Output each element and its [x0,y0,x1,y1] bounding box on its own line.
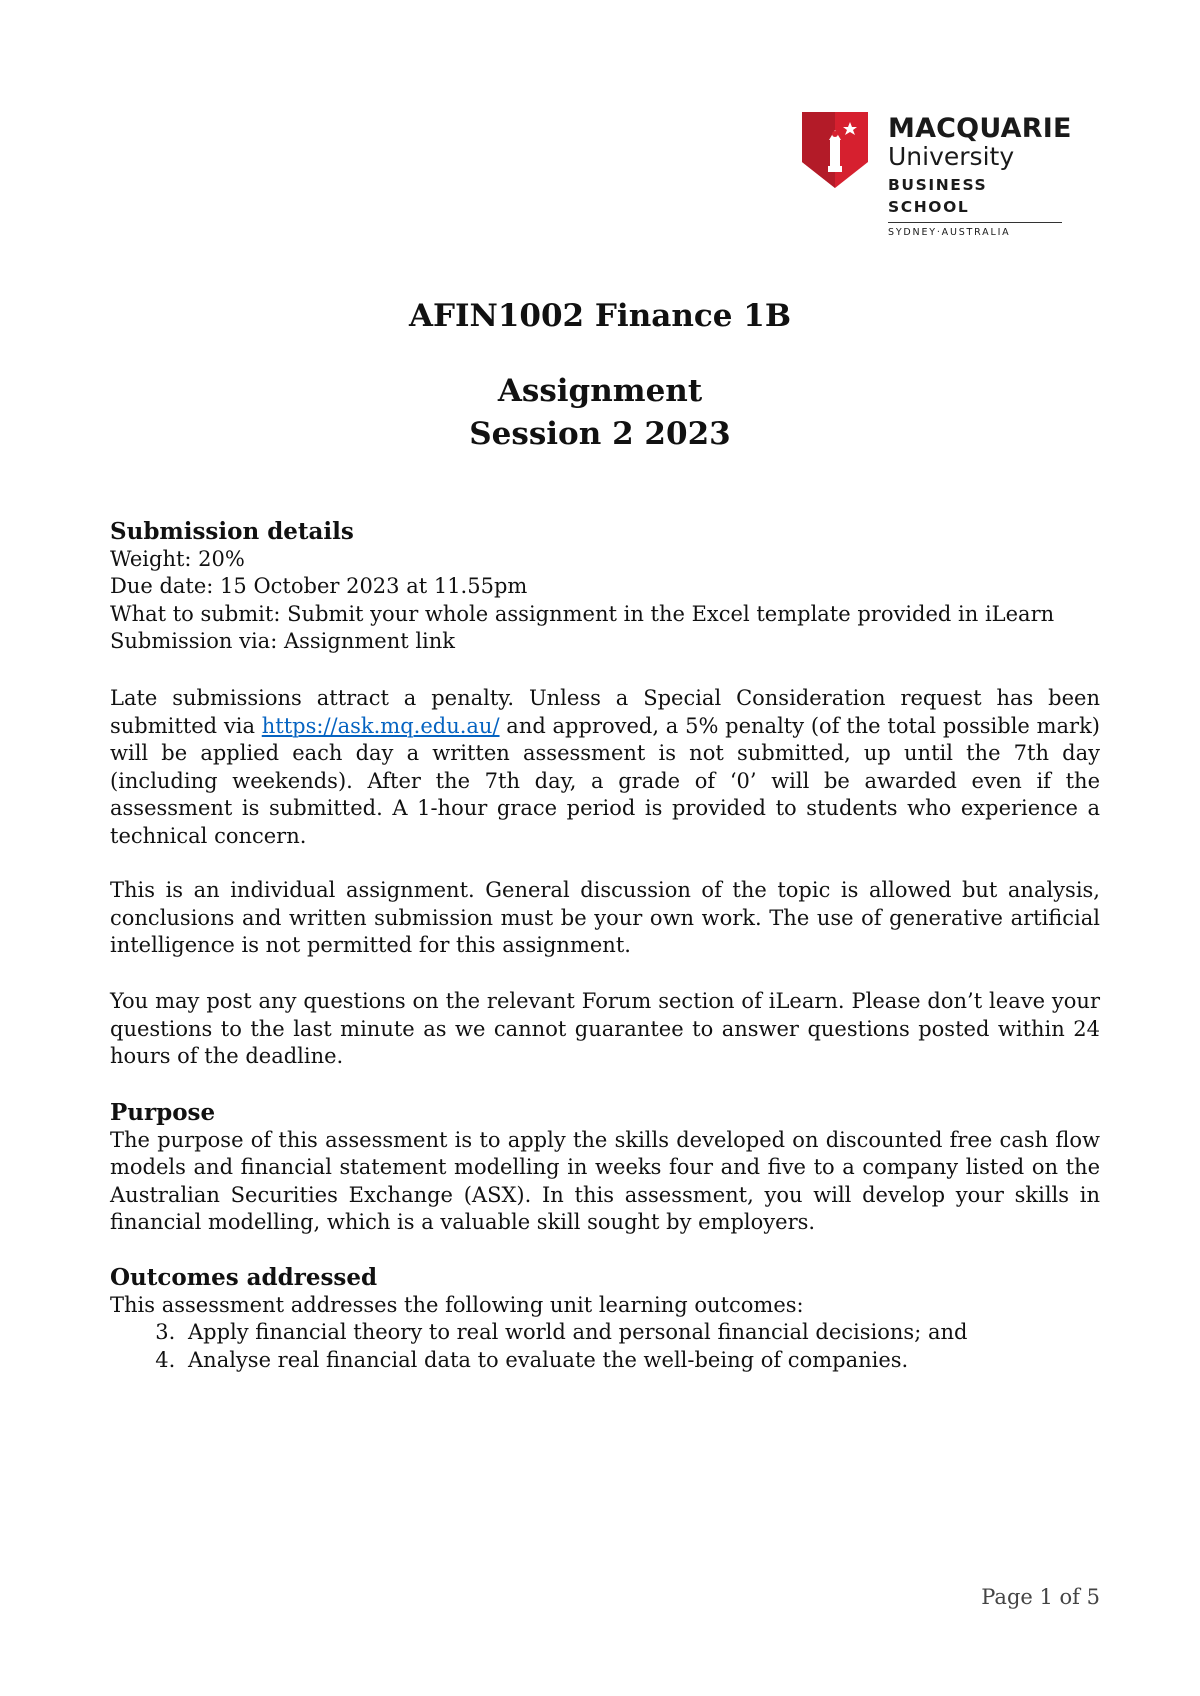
session-title: Session 2 2023 [469,416,731,452]
logo-location: SYDNEY·AUSTRALIA [888,227,1011,238]
what-to-submit-line: What to submit: Submit your whole assignment in the Excel template provided in iLearn [110,601,1055,626]
questions-paragraph: You may post any questions on the relevant Forum section of iLearn. Please don’t leave your questions to the last minute as we cannot guarantee to answer questions posted within 24 hours of the deadline. [110,989,1100,1068]
outcomes-section [110,1264,1100,1374]
logo-macquarie: MACQUARIE [888,113,1072,144]
university-logo [800,110,1072,238]
individual-assignment-paragraph: This is an individual assignment. General discussion of the topic is allowed but analysis, conclusions and written submission must be your own work. The use of generative artificial intelligence is not permitted for this assignment. [110,878,1100,957]
submission-details-section [110,518,1100,656]
outcome-item: 4. Analyse real financial data to evaluate the well-being of companies. [182,1347,1100,1375]
outcomes-heading: Outcomes addressed [110,1264,378,1291]
purpose-paragraph: The purpose of this assessment is to apply the skills developed on discounted free cash flow models and financial statement modelling in weeks four and five to a company listed on the Australian Securities Exchange (ASX). In this assessment, you will develop your skills in financial modelling, which is a valuable skill sought by employers. [110,1127,1100,1234]
submission-via-line: Submission via: Assignment link [110,629,456,653]
assignment-title: Assignment [497,373,703,409]
outcomes-intro: This assessment addresses the following unit learning outcomes: [110,1292,804,1317]
late-text-start: Late submissions attract a penalty. Unless a Special Consideration request has been submitted via [110,686,1100,738]
questions-section [110,988,1100,1071]
logo-wordmark [888,113,1072,240]
outcomes-list [110,1319,1100,1374]
individual-section [110,877,1100,960]
late-text-end: and approved, a 5% penalty (of the total possible mark) will be applied each day a written assessment is not submitted, up until the 7th day (including weekends). After the 7th day, a grade of ‘0’ will be awarded even if the assessment is submitted. A 1-hour grace period is provided to students who experience a technical concern. [110,713,1100,848]
due-date-line: Due date: 15 October 2023 at 11.55pm [110,574,528,598]
page-number: Page 1 of 5 [981,1585,1100,1609]
weight-line: Weight: 20% [110,546,245,571]
course-title: AFIN1002 Finance 1B [408,298,792,334]
logo-business-school: BUSINESS SCHOOL [888,174,1062,223]
special-consideration-link[interactable]: https://ask.mq.edu.au/ [261,713,500,738]
logo-university: University [888,142,1015,171]
submission-details-heading: Submission details [110,518,354,545]
late-submission-section [110,685,1100,850]
purpose-section [110,1099,1100,1237]
outcome-item: 3. Apply financial theory to real world and personal financial decisions; and [182,1319,1100,1347]
lighthouse-shield-icon [800,110,870,190]
late-submission-paragraph [110,685,1100,850]
purpose-heading: Purpose [110,1099,216,1126]
